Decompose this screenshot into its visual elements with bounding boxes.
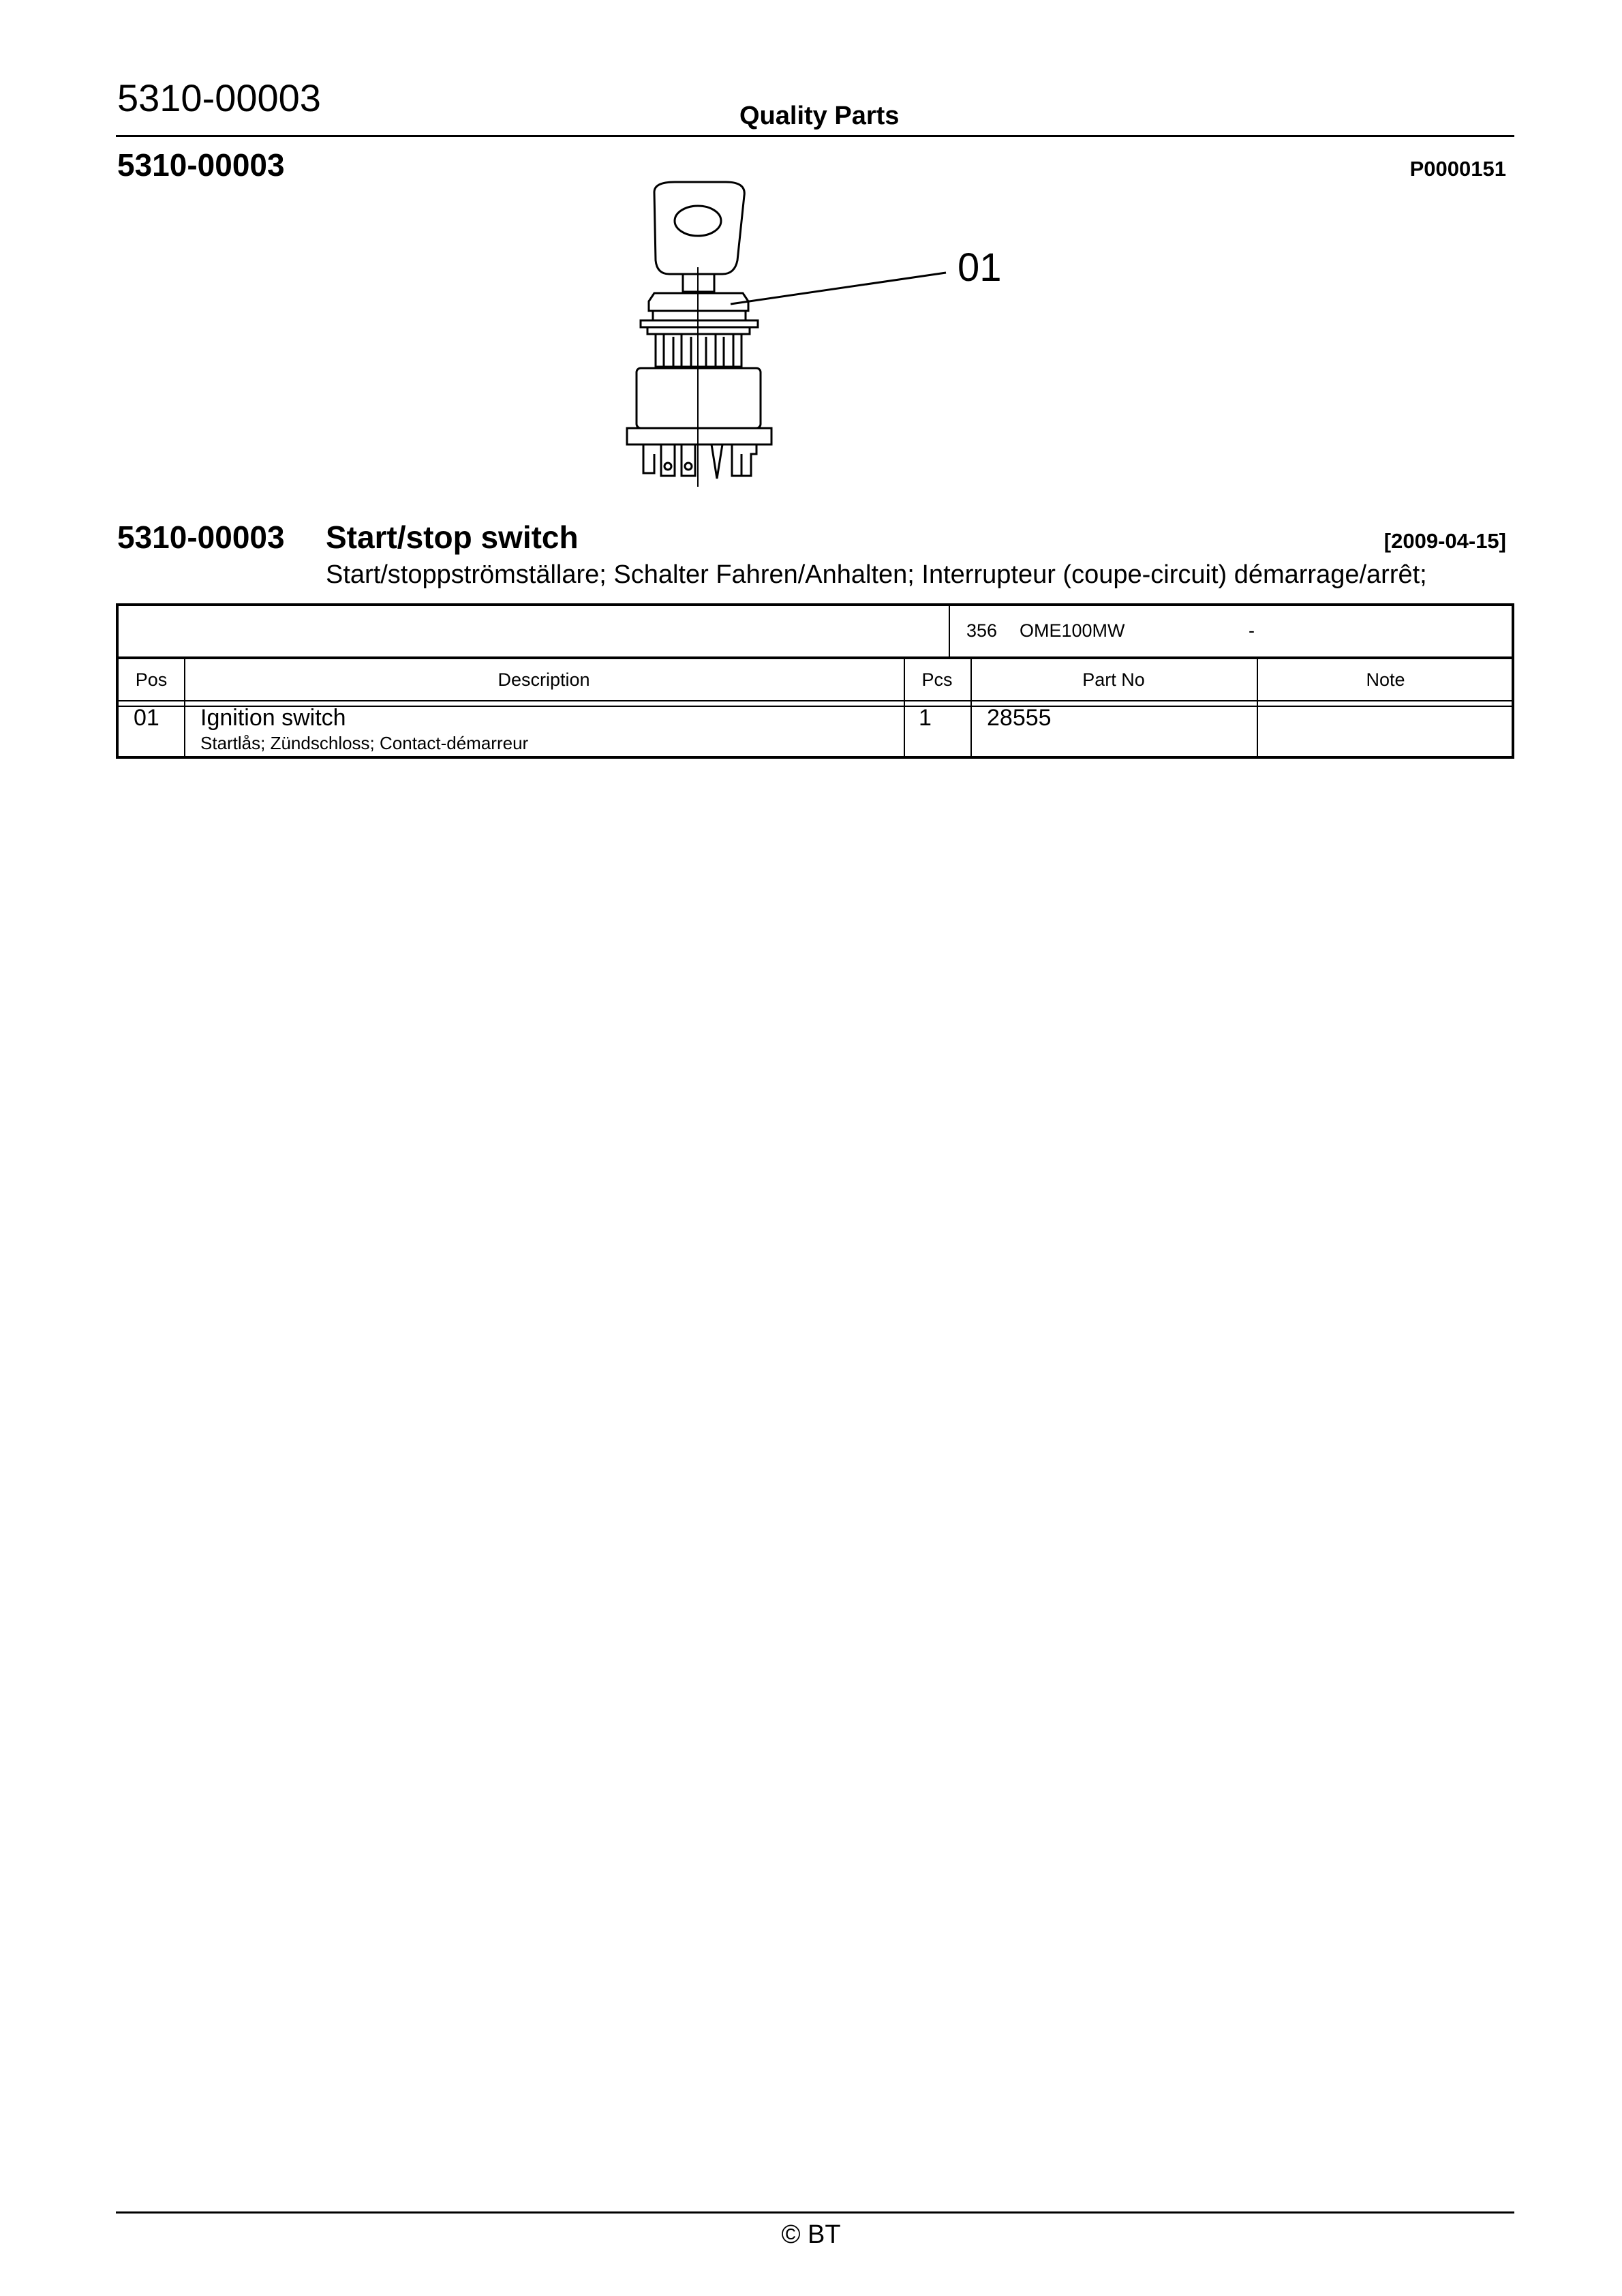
column-header-description: Description	[498, 669, 590, 690]
row-pcs: 1	[919, 705, 932, 731]
column-divider	[970, 659, 972, 759]
model-number: 356	[966, 620, 998, 641]
item-translations: Start/stoppströmställare; Schalter Fahren/Anhalten; Interrupteur (coupe-circuit) démarrage/arrêt;	[326, 560, 1427, 589]
footer-divider	[116, 2211, 1514, 2214]
model-suffix: -	[1249, 620, 1255, 641]
ignition-switch-drawing	[620, 179, 1029, 492]
section-reference: P0000151	[1409, 157, 1506, 181]
drawing-callout-label: 01	[958, 245, 1002, 290]
brand-title: Quality Parts	[739, 102, 900, 130]
parts-table	[116, 603, 1514, 759]
item-date: [2009-04-15]	[1383, 529, 1506, 553]
item-title: Start/stop switch	[326, 519, 579, 555]
document-code: 5310-00003	[117, 76, 321, 119]
section-code: 5310-00003	[117, 147, 285, 183]
column-header-pcs: Pcs	[921, 669, 953, 690]
column-header-pos: Pos	[135, 669, 168, 690]
column-header-part-no: Part No	[1082, 669, 1145, 690]
copyright: © BT	[781, 2220, 841, 2249]
row-description-translations: Startlås; Zündschloss; Contact-démarreur	[200, 733, 529, 753]
row-pos: 01	[134, 705, 159, 731]
header-row-border-1	[119, 700, 1512, 701]
model-row-divider	[949, 606, 950, 656]
row-description: Ignition switch	[200, 705, 346, 731]
column-divider	[904, 659, 905, 759]
model-name: OME100MW	[1020, 620, 1125, 641]
item-code: 5310-00003	[117, 519, 285, 555]
header-divider	[116, 135, 1514, 137]
column-divider	[1257, 659, 1258, 759]
row-part-no: 28555	[987, 705, 1052, 731]
column-divider	[184, 659, 185, 759]
column-header-note: Note	[1366, 669, 1405, 690]
model-row-bottom-border	[119, 656, 1512, 659]
